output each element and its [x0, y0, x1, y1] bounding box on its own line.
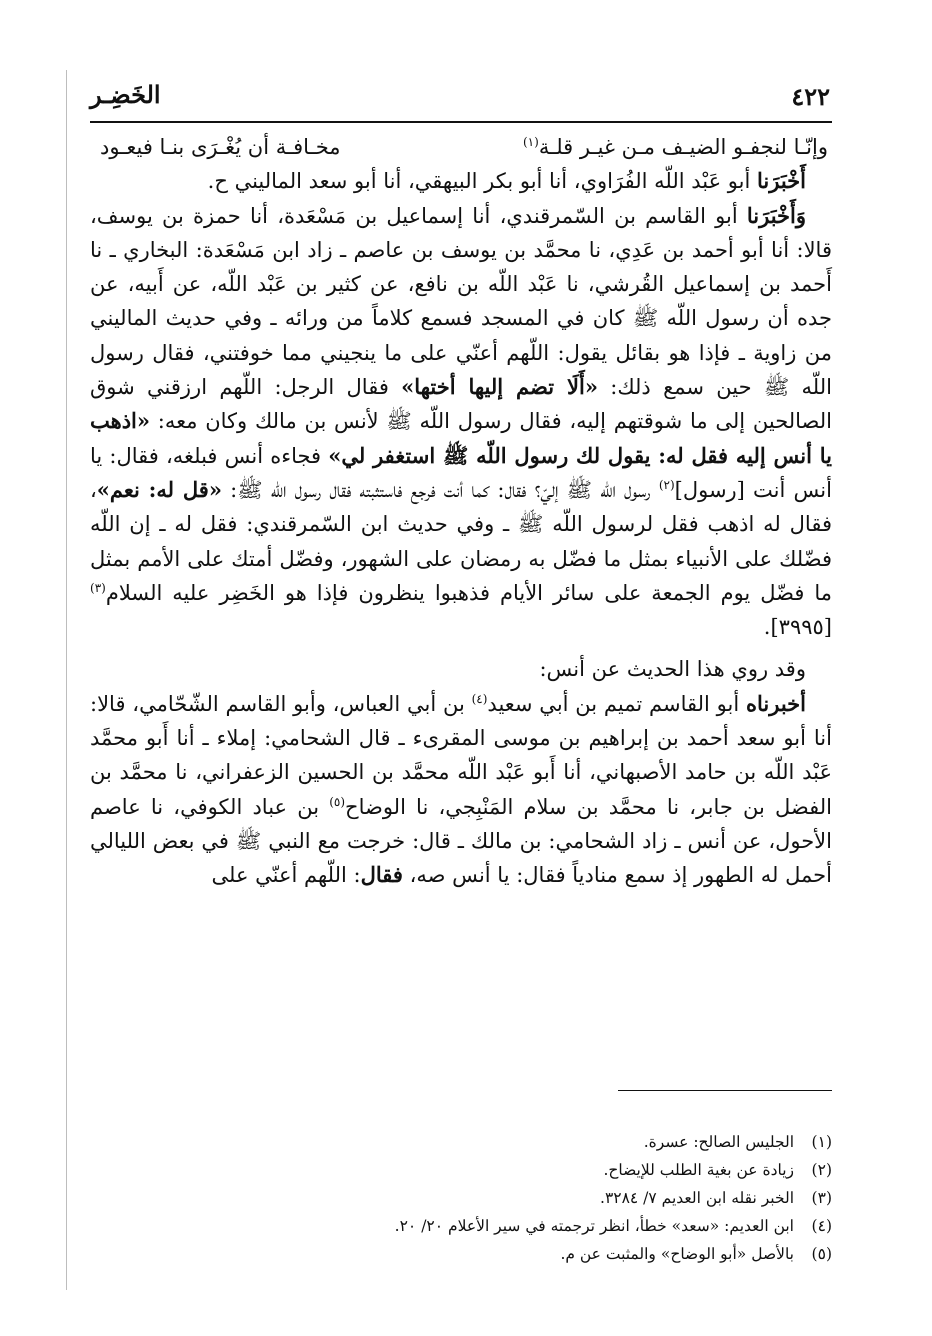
footnote-ref-3: (٣): [90, 580, 106, 595]
header-rule: [90, 121, 832, 123]
page-edge-line: [66, 70, 67, 1290]
verse-left-hemistich: مخـافـة أن يُغْـرَى بنـا فيعـود: [100, 135, 341, 159]
paragraph-1: أَخْبَرَنا أبو عَبْد اللّه الفُرَاوي، أنا أبو بكر البيهقي، أنا أبو سعد الماليني ح.: [207, 168, 806, 194]
bold-word: فقال: [360, 862, 403, 888]
verse-right-hemistich: وإنّـا لنجفـو الضيـف مـن غيـر قلـة$^{(١)}$: [522, 135, 828, 159]
quote-prophet: «قل له: نعم»: [96, 476, 222, 502]
footnote-text: الجليس الصالح: عسرة.: [643, 1133, 794, 1151]
footnotes: [90, 1128, 832, 1268]
paragraph-3: وقد روي هذا الحديث عن أنس:: [539, 657, 806, 682]
paragraph-4: أخبرناه أبو القاسم تميم بن أبي سعيد$^{(٤)}$ بن أبي العباس، وأبو القاسم الشّحّامي، قالا: أنا أبو سعد أحمد بن إبراهيم بن موسى المقرىء ـ قال الشحامي: إملاء ـ أنا أَبو محمَّد عَبْد اللّه بن حامد الأصبهاني، أنا أَبو عَبْد اللّه محمَّد بن الحسين الزعفراني، نا محمَّد بن الفضل بن جابر، نا محمَّد بن سلام المَنْبِجي، نا الوضاح$^{(٥)}$ بن عباد الكوفي، نا عاصم الأحول، عن أنس ـ زاد الشحامي: بن مالك ـ قال: خرجت مع النبي ﷺ في بعض الليالي أحمل له الطهور إذ سمع منادياً فقال: يا أنس صه، فقال: اللّهم أعنّي على: [90, 690, 832, 888]
footnote-number: (١): [811, 1133, 832, 1151]
footnote: [90, 1212, 832, 1240]
quote-prophet: «اذهب يا أنس إليه فقل له: يقول لك رسول اللّه ﷺ استغفر لي»: [90, 408, 832, 468]
footnote: [90, 1240, 832, 1268]
footnote-ref-2: (٢): [658, 477, 675, 492]
footnote-number: (٢): [811, 1161, 832, 1179]
footnote-number: (٥): [811, 1245, 832, 1263]
footnote: [90, 1156, 832, 1184]
footnote-rule: [618, 1090, 832, 1091]
footnote-text: بالأصل «أبو الوضاح» والمثبت عن م.: [560, 1245, 794, 1263]
footnote-ref-5: (٥): [329, 794, 346, 809]
page-number: ٤٢٢: [791, 82, 830, 111]
footnote: [90, 1184, 832, 1212]
poem-verse: [90, 130, 832, 164]
footnote-number: (٣): [811, 1189, 832, 1207]
footnote-ref-1: (١): [522, 135, 539, 149]
main-text: [90, 130, 832, 893]
isnad-lead: أَخْبَرَنا: [757, 168, 806, 194]
footnote-ref-4: (٤): [471, 691, 488, 706]
footnote-text: زيادة عن بغية الطلب للإيضاح.: [603, 1161, 794, 1179]
footnote-text: ابن العديم: «سعد» خطأ، انظر ترجمته في سير الأعلام ٢٠/ ٢٠.: [394, 1217, 794, 1235]
paragraph-2: وَأَخْبَرَنا أبو القاسم بن السّمرقندي، أنا إسماعيل بن مَسْعَدة، أنا حمزة بن يوسف، قالا: أنا أبو أحمد بن عَدِي، نا محمَّد بن يوسف بن عاصم ـ زاد ابن مَسْعَدة: البخاري ـ نا أَحمد بن إسماعيل القُرشي، نا عَبْد اللّه بن نافع، عن كثير بن عَبْد اللّه، عن أَبيه، عن جده أن رسول اللّه ﷺ كان في المسجد فسمع كلاماً من ورائه ـ وفي حديث الماليني من زاوية ـ فإذا هو بقائل يقول: اللّهم أعنّي على ما ينجيني مما خوفتني، فقال رسول اللّه ﷺ حين سمع ذلك: «أَلَا تضم إليها أختها» فقال الرجل: اللّهم ارزقني شوق الصالحين إلى ما شوقتهم إليه، فقال رسول اللّه ﷺ لأنس بن مالك وكان معه: «اذهب يا أنس إليه فقل له: يقول لك رسول اللّه ﷺ استغفر لي» فجاءه أنس فبلغه، فقال: يا أنس أنت [رسول]$^{(٢)}$ رسول اللّه ﷺ إليّ؟ فقال: كما أنت فرجع فاستثبته فقال رسول اللّه ﷺ: «قل له: نعم»، فقال له اذهب فقل لرسول اللّه ﷺ ـ وفي حديث ابن السّمرقندي: فقل له ـ إن اللّه فضّلك على الأنبياء بمثل ما فضّل به رمضان على الشهور، وفضّل أمتك على الأمم بمثل ما فضّل يوم الجمعة على سائر الأيام فذهبوا ينظرون فإذا هو الخَضِر عليه السلام$^{(٣)}$[٣٩٩٥].: [90, 202, 832, 640]
paragraph-gap: [90, 644, 832, 652]
page-header: [90, 70, 830, 120]
footnote-number: (٤): [811, 1217, 832, 1235]
isnad-lead: وَأَخْبَرَنا: [746, 202, 806, 228]
footnote: [90, 1128, 832, 1156]
footnote-text: الخبر نقله ابن العديم ٧/ ٣٢٨٤.: [600, 1189, 794, 1207]
quote-prophet: «أَلَا تضم إليها أختها»: [401, 374, 598, 400]
isnad-lead: أخبرناه: [746, 690, 806, 716]
running-title: الخَضِـر: [90, 80, 161, 109]
